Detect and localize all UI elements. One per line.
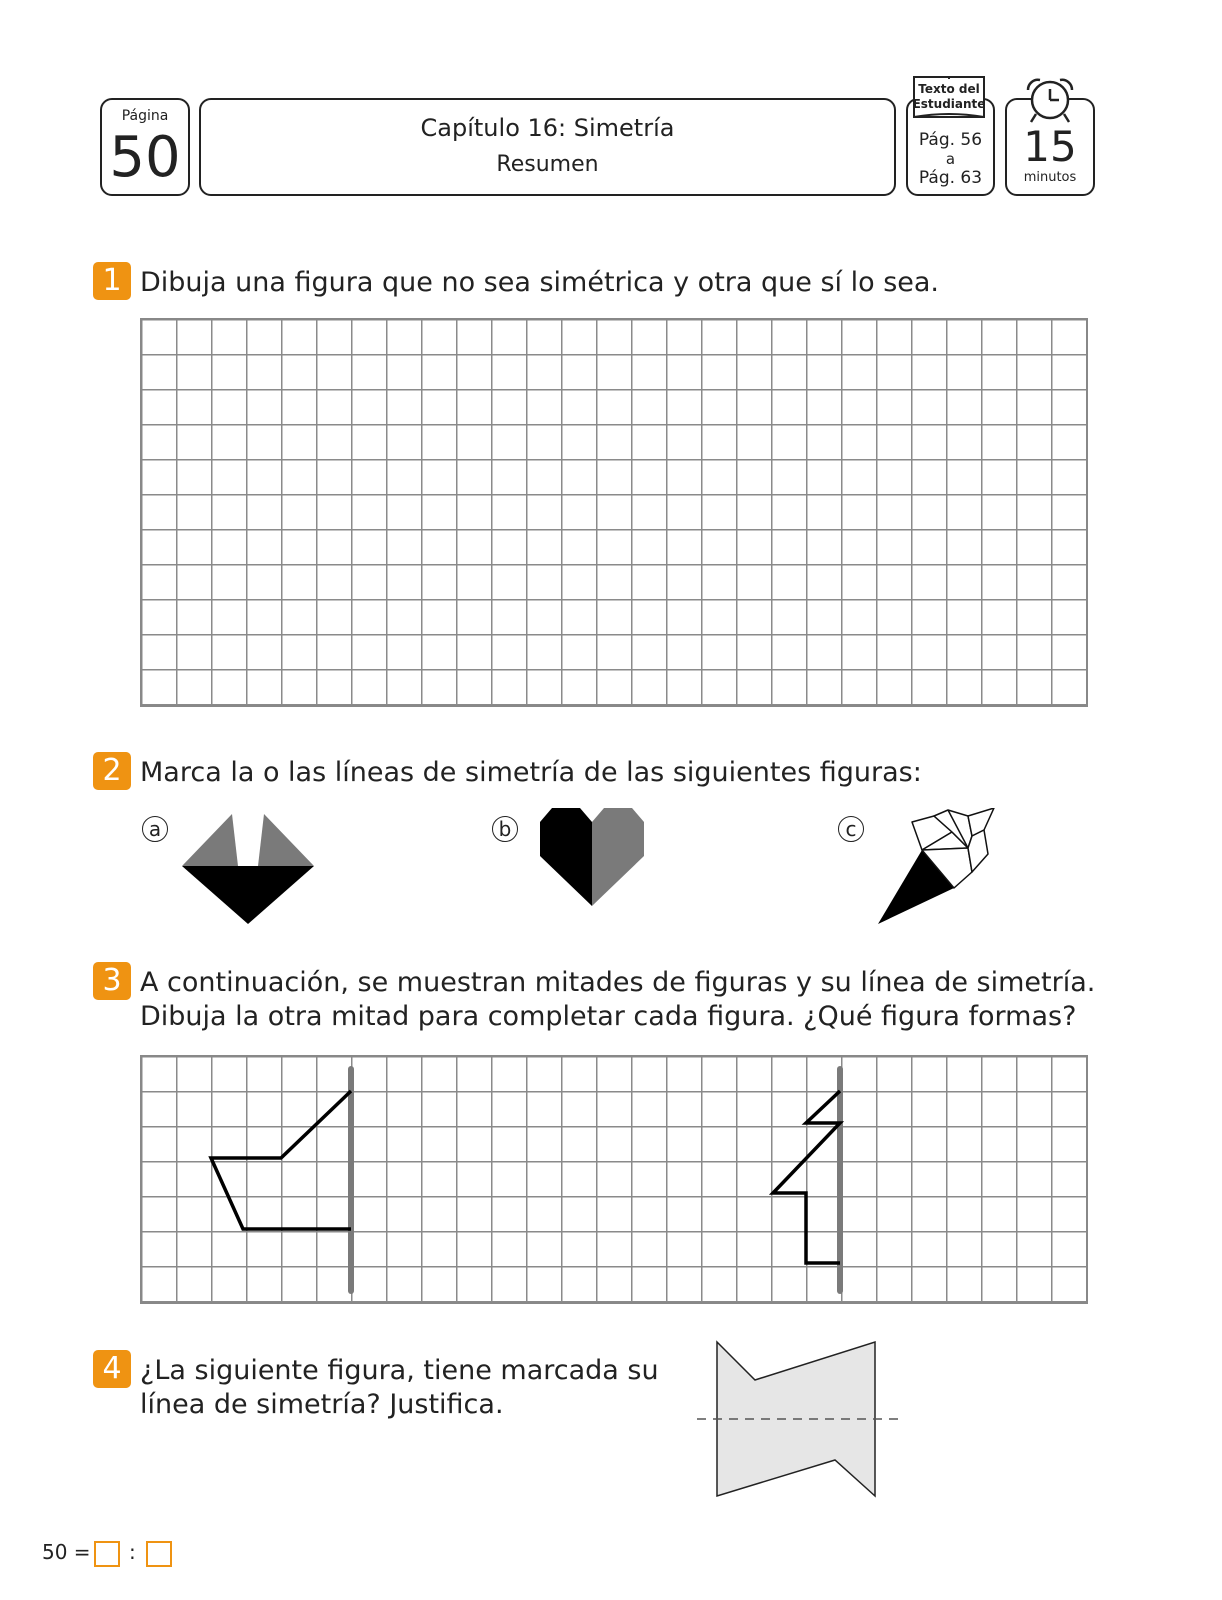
ref-separator: a [945,150,956,168]
half-figure-right [773,1069,840,1291]
half-figures [140,1055,1088,1304]
answer-box-2[interactable] [146,1541,172,1567]
question-3-text-line2: Dibuja la otra mitad para completar cada figura. ¿Qué figura formas? [140,1001,1077,1032]
ref-from: Pág. 56 [918,130,983,150]
page-label: Página [121,108,169,124]
question-3-text-line1: A continuación, se muestran mitades de figuras y su línea de simetría. [140,967,1096,998]
question-4-text-line2: línea de simetría? Justifica. [140,1389,504,1420]
question-4-text-line1: ¿La siguiente figura, tiene marcada su [140,1355,659,1386]
answer-box-1[interactable] [94,1541,120,1567]
book-label-line2: Estudiante [912,97,986,111]
footer [42,1540,91,1564]
question-number-2: 2 [93,752,131,790]
footer-separator: : [129,1540,136,1564]
question-number-3: 3 [93,962,131,1000]
question-number-4: 4 [93,1350,131,1388]
question-1-text: Dibuja una figura que no sea simétrica y otra que sí lo sea. [140,267,940,298]
page-number: 50 [109,125,181,190]
chapter-title-box [199,98,896,196]
figure-c-ice-cream[interactable] [876,808,1000,928]
alarm-clock-icon [1022,76,1078,128]
figure-bowtie-with-line[interactable] [695,1330,905,1500]
half-figure-left [211,1069,351,1291]
minutes-label: minutos [1023,170,1077,185]
question-number-1: 1 [93,262,131,300]
figure-a-bow[interactable] [182,814,314,926]
book-icon [910,75,988,121]
minutes-value: 15 [1023,122,1077,171]
option-b-label: b [492,816,518,842]
book-label-line1: Texto del [918,82,980,96]
chapter-subtitle: Resumen [496,152,599,177]
figure-b-heart[interactable] [540,808,644,908]
ref-to: Pág. 63 [918,168,983,188]
chapter-title: Capítulo 16: Simetría [420,114,675,142]
question-2-text: Marca la o las líneas de simetría de las siguientes figuras: [140,757,922,788]
drawing-grid-1[interactable] [140,318,1088,707]
option-a-label: a [142,816,168,842]
option-c-label: c [838,816,864,842]
footer-expression: 50 = [42,1540,91,1564]
page-number-box [100,98,190,196]
